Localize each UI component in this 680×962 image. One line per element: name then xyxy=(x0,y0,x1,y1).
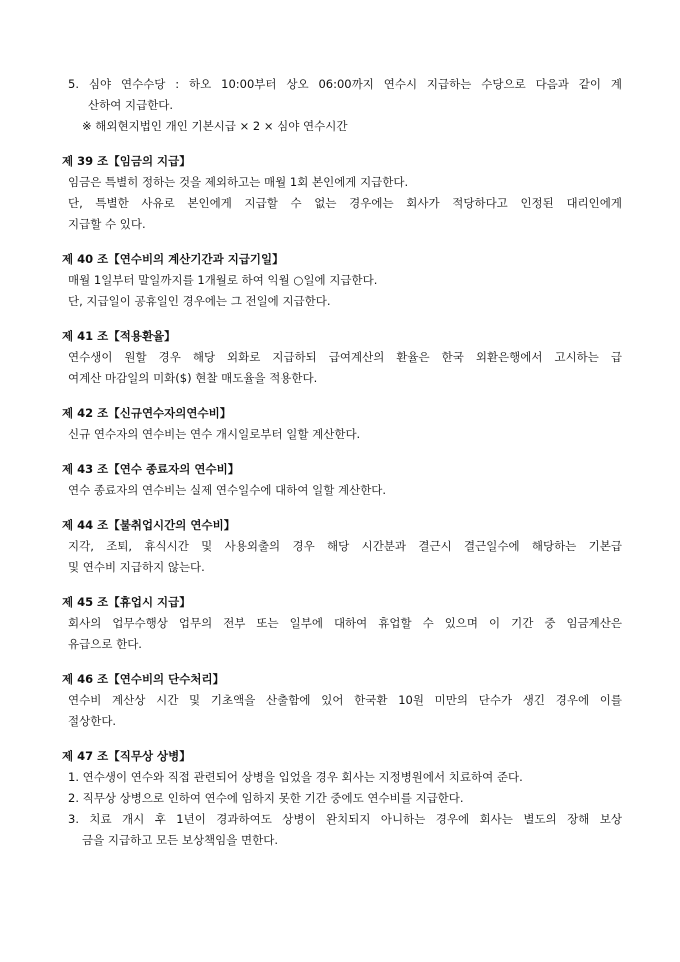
article-line: 연수생이 원할 경우 해당 외화로 지급하되 급여계산의 환율은 한국 외환은행에서 고시하는 급 xyxy=(68,350,622,364)
article-line: 임금은 특별히 정하는 것을 제외하고는 매월 1회 본인에게 지급한다. xyxy=(68,175,409,189)
article-40 xyxy=(62,249,626,312)
article-line: 여계산 마감일의 미화($) 현찰 매도율을 적용한다. xyxy=(68,371,318,385)
article-heading: 제 45 조【휴업시 지급】 xyxy=(62,595,191,609)
item5-line2: 산하여 지급한다. xyxy=(88,98,174,112)
article-39 xyxy=(62,151,626,235)
article-44 xyxy=(62,515,626,578)
article-item-3-line2: 금을 지급하고 모든 보상책임을 면한다. xyxy=(82,833,279,847)
article-line: 지각, 조퇴, 휴식시간 및 사용외출의 경우 해당 시간분과 결근시 결근일수에 해당하는 기본급 xyxy=(68,539,622,553)
article-line: 연수비 계산상 시간 및 기초액을 산출함에 있어 한국환 10원 미만의 단수가 생긴 경우에 이를 xyxy=(68,693,622,707)
article-line: 유급으로 한다. xyxy=(68,637,142,651)
article-item-3-line1: 3. 치료 개시 후 1년이 경과하여도 상병이 완치되지 아니하는 경우에 회사는 별도의 장해 보상 xyxy=(68,812,622,826)
article-46 xyxy=(62,669,626,732)
article-line: 및 연수비 지급하지 않는다. xyxy=(68,560,205,574)
article-43 xyxy=(62,459,626,501)
article-heading: 제 46 조【연수비의 단수처리】 xyxy=(62,672,225,686)
article-heading: 제 47 조【직무상 상병】 xyxy=(62,749,191,763)
article-item-2: 2. 직무상 상병으로 인하여 연수에 임하지 못한 기간 중에도 연수비를 지급한다. xyxy=(68,791,464,805)
article-heading: 제 42 조【신규연수자의연수비】 xyxy=(62,406,232,420)
article-47 xyxy=(62,746,626,851)
article-line: 지급할 수 있다. xyxy=(68,217,146,231)
document-page xyxy=(62,74,626,851)
article-45 xyxy=(62,592,626,655)
article-line: 매월 1일부터 말일까지를 1개월로 하여 익월 ○일에 지급한다. xyxy=(68,273,378,287)
article-heading: 제 41 조【적용환율】 xyxy=(62,329,176,343)
article-line: 연수 종료자의 연수비는 실제 연수일수에 대하여 일할 계산한다. xyxy=(68,483,387,497)
article-line: 신규 연수자의 연수비는 연수 개시일로부터 일할 계산한다. xyxy=(68,427,361,441)
article-heading: 제 40 조【연수비의 계산기간과 지급기일】 xyxy=(62,252,284,266)
article-42 xyxy=(62,403,626,445)
article-heading: 제 39 조【임금의 지급】 xyxy=(62,154,191,168)
article-heading: 제 44 조【불취업시간의 연수비】 xyxy=(62,518,236,532)
article-line: 단, 지급일이 공휴일인 경우에는 그 전일에 지급한다. xyxy=(68,294,331,308)
article-line: 절상한다. xyxy=(68,714,117,728)
article-line: 단, 특별한 사유로 본인에게 지급할 수 없는 경우에는 회사가 적당하다고 인정된 대리인에게 xyxy=(68,196,622,210)
article-heading: 제 43 조【연수 종료자의 연수비】 xyxy=(62,462,240,476)
article-item-1: 1. 연수생이 연수와 직접 관련되어 상병을 입었을 경우 회사는 지정병원에서 치료하여 준다. xyxy=(68,770,523,784)
item5-line1: 5. 심야 연수수당 : 하오 10:00부터 상오 06:00까지 연수시 지급하는 수당으로 다음과 같이 계 xyxy=(68,77,622,91)
article-41 xyxy=(62,326,626,389)
item5-note: ※ 해외현지법인 개인 기본시급 × 2 × 심야 연수시간 xyxy=(82,119,348,133)
article-line: 회사의 업무수행상 업무의 전부 또는 일부에 대하여 휴업할 수 있으며 이 기간 중 임금계산은 xyxy=(68,616,622,630)
